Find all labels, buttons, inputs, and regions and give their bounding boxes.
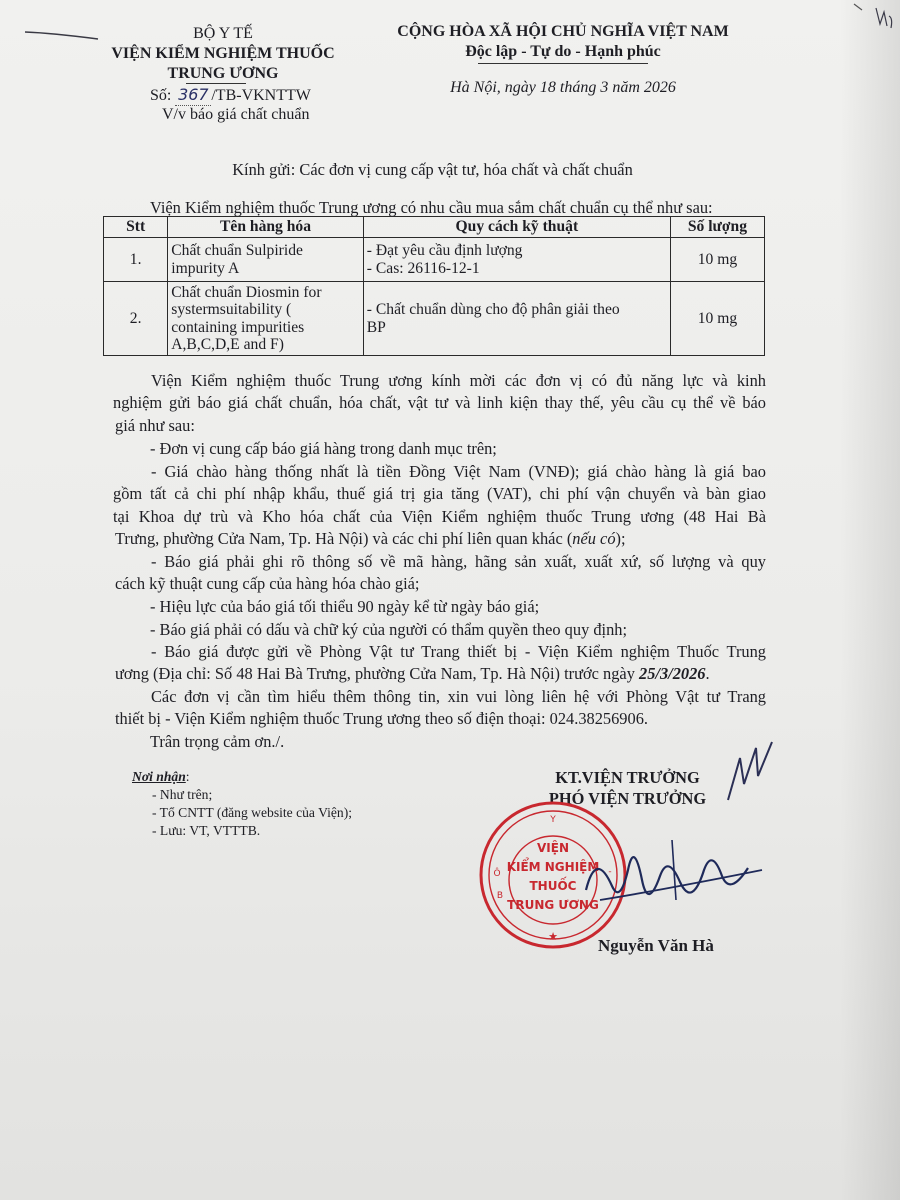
deadline-date: 25/3/2026 xyxy=(639,664,706,683)
recipient-line: Kính gửi: Các đơn vị cung cấp vật tư, hóa chất và chất chuẩn xyxy=(232,160,633,179)
institute-name-line2: TRUNG ƯƠNG xyxy=(167,65,279,82)
svg-text:-: - xyxy=(608,867,612,877)
row-1-name-line: impurity A xyxy=(171,259,240,277)
row-1-qty: 10 mg xyxy=(670,238,764,282)
row-2-name-line: containing impurities xyxy=(171,318,305,336)
requirement-2-last-line xyxy=(115,528,765,550)
row-1-spec-line: - Đạt yêu cầu định lượng xyxy=(366,242,523,259)
signature-title-2: PHÓ VIỆN TRƯỞNG xyxy=(548,789,707,808)
row-1-spec xyxy=(363,238,670,282)
header-rule-left xyxy=(186,83,246,84)
seal-line-4: TRUNG ƯƠNG xyxy=(507,898,599,912)
doc-no-suffix: /TB-VKNTTW xyxy=(211,87,311,104)
contact-paragraph xyxy=(113,686,766,708)
row-1-name xyxy=(168,238,364,282)
requirement-3-line: cách kỹ thuật cung cấp của hàng hóa chào giá; xyxy=(115,574,420,593)
handwritten-signature xyxy=(572,830,772,930)
row-1-stt: 1. xyxy=(104,238,168,282)
row-2-name xyxy=(168,282,364,356)
row-1-name-line: Chất chuẩn Sulpiride xyxy=(171,242,303,259)
requirement-6-line: - Báo giá được gửi về Phòng Vật tư Trang thiết bị - Viện Kiểm nghiệm Thuốc Trung xyxy=(151,642,766,661)
requirement-5: - Báo giá phải có dấu và chữ ký của người có thẩm quyền theo quy định; xyxy=(150,620,628,639)
row-2-spec-line: - Chất chuẩn dùng cho độ phân giải theo xyxy=(366,301,620,318)
requirement-3-line: - Báo giá phải ghi rõ thông số về mã hàng, hãng sản xuất, xuất xứ, số lượng và quy xyxy=(151,552,766,571)
requirement-2-line: gồm tất cả chi phí nhập khẩu, thuế giá trị gia tăng (VAT), chi phí vận chuyển và bàn giao xyxy=(113,484,766,504)
row-1-spec-line: - Cas: 26116-12-1 xyxy=(366,259,480,277)
requirement-6-last-line xyxy=(115,663,765,685)
pen-stroke-mark xyxy=(22,22,102,44)
page-shadow xyxy=(840,0,900,1200)
seal-line-1: VIỆN xyxy=(537,841,569,855)
header-quantity: Số lượng xyxy=(670,217,764,238)
invite-line: giá như sau: xyxy=(115,416,195,435)
national-motto: Độc lập - Tự do - Hạnh phúc xyxy=(465,43,661,60)
closing-line: Trân trọng cảm ơn./. xyxy=(150,732,285,751)
doc-no-handwritten: 367 xyxy=(175,85,211,106)
requirement-2-italic: nếu có xyxy=(572,529,616,548)
svg-text:★: ★ xyxy=(548,930,558,943)
requirement-6 xyxy=(113,641,766,663)
invite-line: Viện Kiểm nghiệm thuốc Trung ương kính mời các đơn vị có đủ năng lực và kinh xyxy=(151,371,766,390)
ministry-name: BỘ Y TẾ xyxy=(193,25,253,42)
header-rule-right xyxy=(478,63,648,64)
requirement-4: - Hiệu lực của báo giá tối thiểu 90 ngày kể từ ngày báo giá; xyxy=(150,597,540,616)
recipients-title-colon: : xyxy=(185,769,190,784)
recipient-item: - Như trên; xyxy=(152,787,213,802)
recipients-title xyxy=(132,768,352,786)
recipient-item: - Tổ CNTT (đăng website của Viện); xyxy=(152,805,353,820)
header-item-name: Tên hàng hóa xyxy=(168,217,364,238)
row-2-stt: 2. xyxy=(104,282,168,356)
svg-text:Ô: Ô xyxy=(493,869,501,879)
row-2-spec-line: BP xyxy=(366,318,386,336)
requirement-2-end: ); xyxy=(615,529,626,548)
table-row xyxy=(104,238,765,282)
document-subject: V/v báo giá chất chuẩn xyxy=(162,106,310,123)
header-stt: Stt xyxy=(104,217,168,238)
margin-scribble-mark xyxy=(872,2,898,42)
table-row xyxy=(104,282,765,356)
seal-line-2: KIỂM NGHIỆM xyxy=(506,860,600,874)
requirement-3 xyxy=(113,551,766,573)
svg-text:B: B xyxy=(496,891,504,901)
recipients-title-label: Nơi nhận xyxy=(132,769,186,784)
intro-line: Viện Kiểm nghiệm thuốc Trung ương có nhu cầu mua sắm chất chuẩn cụ thể như sau: xyxy=(150,198,713,217)
country-name: CỘNG HÒA XÃ HỘI CHỦ NGHĨA VIỆT NAM xyxy=(397,23,729,40)
place-date: Hà Nội, ngày 18 tháng 3 năm 2026 xyxy=(450,79,676,96)
requirement-2 xyxy=(113,461,766,528)
svg-text:Y: Y xyxy=(550,815,556,825)
invite-line: nghiệm gửi báo giá chất chuẩn, hóa chất, vật tư và linh kiện thay thế, yêu cầu cụ thể về báo xyxy=(113,393,766,413)
row-2-qty: 10 mg xyxy=(670,282,764,356)
institute-name-line1: VIỆN KIỂM NGHIỆM THUỐC xyxy=(111,45,335,62)
contact-line: Các đơn vị cần tìm hiểu thêm thông tin, xin vui lòng liên hệ với Phòng Vật tư Trang xyxy=(151,687,766,706)
doc-no-prefix: Số: xyxy=(150,87,172,104)
corner-mark xyxy=(852,2,864,14)
table-header-row xyxy=(104,217,765,238)
goods-table xyxy=(103,216,765,356)
header-specification: Quy cách kỹ thuật xyxy=(363,217,670,238)
recipients-block xyxy=(132,768,352,840)
signer-name: Nguyễn Văn Hà xyxy=(598,936,714,955)
invite-paragraph xyxy=(113,370,766,415)
requirement-2-line: tại Khoa dự trù và Kho hóa chất của Viện Kiểm nghiệm thuốc Trung ương (48 Hai Bà xyxy=(113,506,766,526)
row-2-name-line: Chất chuẩn Diosmin for xyxy=(171,283,322,301)
requirement-2-text: Trưng, phường Cửa Nam, Tp. Hà Nội) và các chi phí liên quan khác ( xyxy=(115,529,573,548)
requirement-6-end: . xyxy=(705,664,710,683)
initials-mark xyxy=(722,738,782,808)
recipient-item: - Lưu: VT, VTTTB. xyxy=(152,823,261,838)
requirement-2-line: - Giá chào hàng thống nhất là tiền Đồng Việt Nam (VNĐ); giá chào hàng là giá bao xyxy=(151,462,766,481)
signature-title-1: KT.VIỆN TRƯỞNG xyxy=(555,768,700,787)
seal-line-3: THUỐC xyxy=(529,879,577,893)
row-2-name-line: A,B,C,D,E and F) xyxy=(171,336,284,353)
requirement-1: - Đơn vị cung cấp báo giá hàng trong danh mục trên; xyxy=(150,439,497,458)
requirement-6-text: ương (Địa chỉ: Số 48 Hai Bà Trưng, phường Cửa Nam, Tp. Hà Nội) trước ngày xyxy=(115,664,639,683)
document-number xyxy=(150,85,311,106)
row-2-spec xyxy=(363,282,670,356)
row-2-name-line: systermsuitability ( xyxy=(171,301,292,318)
contact-line: thiết bị - Viện Kiểm nghiệm thuốc Trung ương theo số điện thoại: 024.38256906. xyxy=(115,709,648,728)
